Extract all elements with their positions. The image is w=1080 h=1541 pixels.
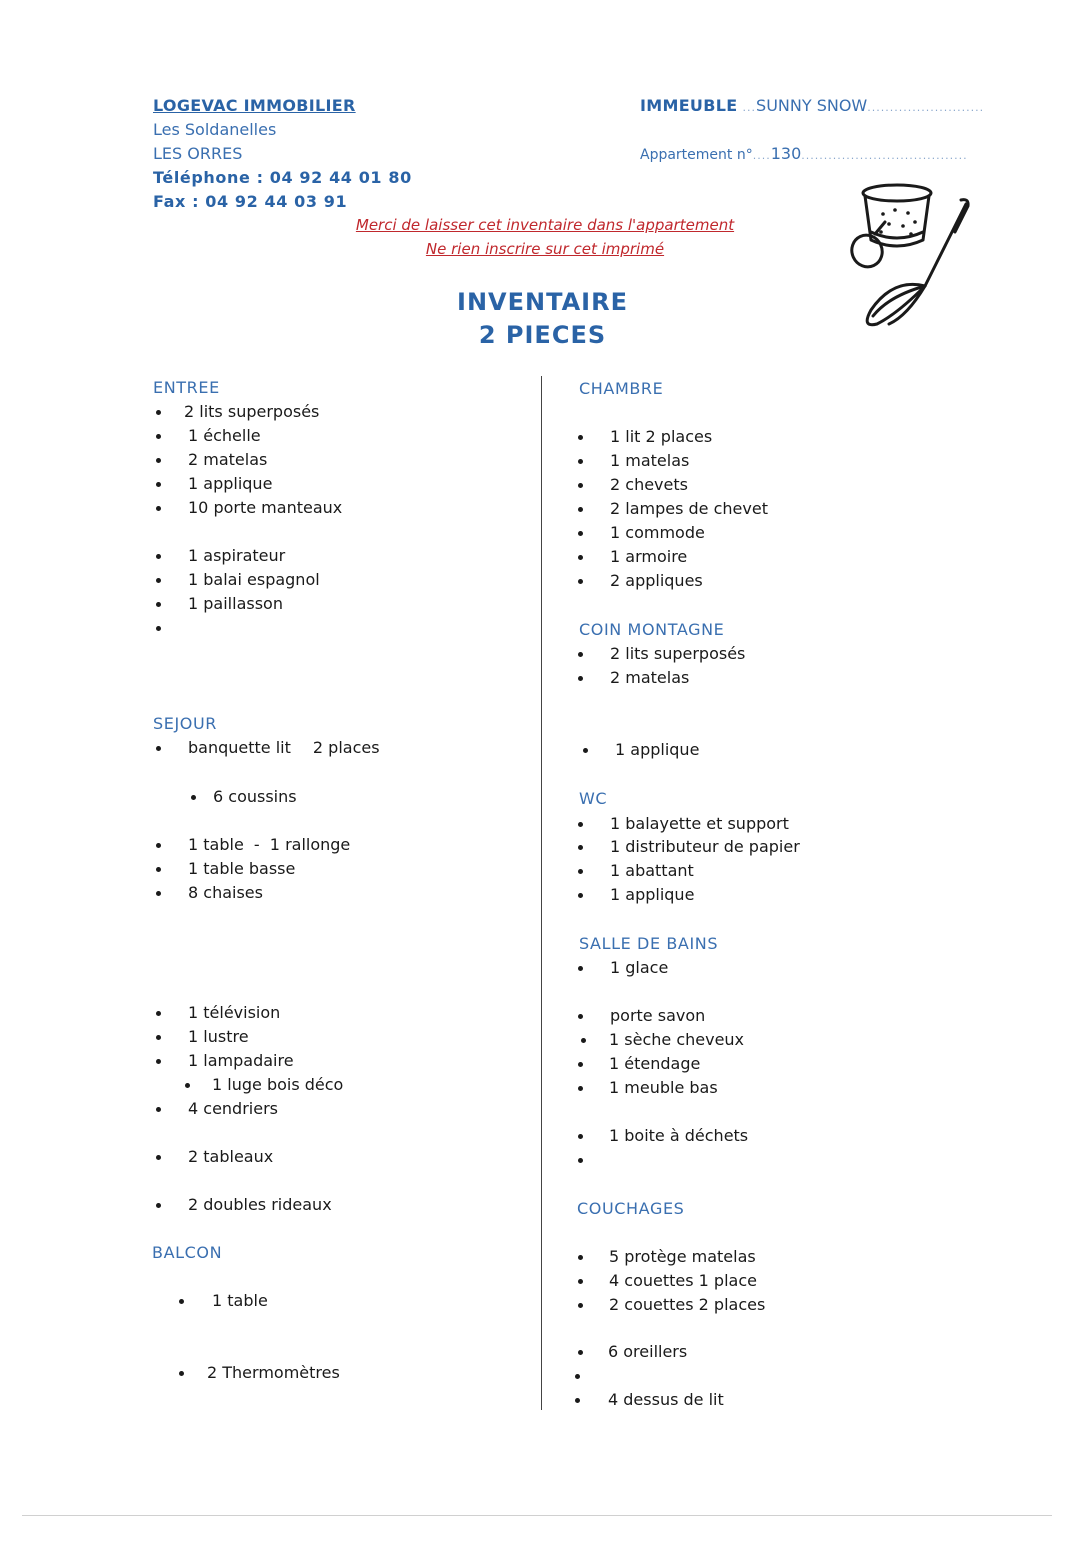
list-item: 2 appliques (575, 569, 995, 593)
list-item: 5 protège matelas (575, 1245, 995, 1269)
list-item: 2 lampes de chevet (575, 497, 995, 521)
fax-number: Fax : 04 92 44 03 91 (153, 192, 348, 211)
agency-block (153, 94, 412, 214)
phone-number: Téléphone : 04 92 44 01 80 (153, 168, 412, 187)
list-item: 1 paillasson (153, 592, 513, 616)
list-item: 2 matelas (153, 448, 513, 472)
list-item: 4 couettes 1 place (575, 1269, 995, 1293)
list-item: 2 lits superposés (153, 400, 513, 424)
list-item: 1 boite à déchets (575, 1124, 995, 1148)
page-subtitle: 2 PIECES (478, 321, 607, 349)
section-title-salle-de-bains: SALLE DE BAINS (579, 934, 719, 953)
list-item: 1 sèche cheveux (575, 1028, 995, 1052)
section-title-coin-montagne: COIN MONTAGNE (579, 620, 725, 639)
list-item: 1 glace (575, 956, 995, 980)
list-item: 2 doubles rideaux (153, 1193, 513, 1217)
kitchen-utensils-icon (845, 176, 975, 336)
section-title-wc: WC (579, 789, 608, 808)
list-item: 1 meuble bas (575, 1076, 995, 1100)
list-item: banquette lit 2 places (153, 736, 513, 760)
list-item: 1 commode (575, 521, 995, 545)
section-title-entree: ENTREE (153, 378, 220, 397)
apartment-value: 130 (770, 144, 802, 163)
list-item: 4 cendriers (153, 1097, 513, 1121)
list-item: 1 applique (153, 472, 513, 496)
column-divider (541, 376, 542, 1410)
residence-name: Les Soldanelles (153, 120, 277, 139)
apartment-line (640, 142, 984, 166)
footer-rule (22, 1515, 1052, 1516)
section-title-balcon: BALCON (152, 1243, 223, 1262)
list-item: 1 matelas (575, 449, 995, 473)
list-item: 1 armoire (575, 545, 995, 569)
list-item: 2 tableaux (153, 1145, 513, 1169)
list-item: 2 Thermomètres (153, 1361, 513, 1385)
town-name: LES ORRES (153, 144, 243, 163)
list-item: 1 applique (575, 738, 995, 762)
list-item: 10 porte manteaux (153, 496, 513, 520)
dotted-fill: .... (752, 149, 771, 162)
list-item: 2 couettes 2 places (575, 1293, 995, 1317)
list-item-empty (575, 1364, 995, 1388)
section-title-sejour: SEJOUR (153, 714, 218, 733)
list-item: 1 aspirateur (153, 544, 513, 568)
company-name: LOGEVAC IMMOBILIER (153, 96, 356, 115)
dotted-fill: ..................................... (801, 149, 968, 162)
list-item (153, 616, 513, 640)
list-item: 1 applique (575, 883, 995, 907)
notice-do-not-write: Ne rien inscrire sur cet imprimé (425, 240, 665, 258)
dotted-fill: ... (742, 101, 757, 114)
list-item: 1 table (153, 1289, 513, 1313)
section-title-couchages: COUCHAGES (577, 1199, 685, 1218)
list-item: 1 télévision (153, 1001, 513, 1025)
list-item: 6 coussins (153, 785, 513, 809)
list-item: 1 table - 1 rallonge (153, 833, 513, 857)
list-item: 1 lit 2 places (575, 425, 995, 449)
list-item: porte savon (575, 1004, 995, 1028)
building-value: SUNNY SNOW (756, 96, 868, 115)
list-item: 8 chaises (153, 881, 513, 905)
list-item-empty (575, 1148, 995, 1172)
building-label: IMMEUBLE (640, 96, 738, 115)
list-item: 4 dessus de lit (575, 1388, 995, 1412)
list-item: 2 chevets (575, 473, 995, 497)
section-title-chambre: CHAMBRE (579, 379, 664, 398)
list-item: 1 table basse (153, 857, 513, 881)
list-item: 1 lustre (153, 1025, 513, 1049)
list-item: 1 lampadaire (153, 1049, 513, 1073)
list-item: 1 balai espagnol (153, 568, 513, 592)
list-item: 1 abattant (575, 859, 995, 883)
dotted-fill: .......................... (867, 101, 985, 114)
list-item: 1 échelle (153, 424, 513, 448)
list-item: 1 balayette et support (575, 812, 995, 836)
building-line (640, 94, 984, 118)
property-block (640, 94, 984, 166)
list-item: 6 oreillers (575, 1340, 995, 1364)
apartment-label: Appartement n° (640, 147, 753, 163)
list-item: 2 matelas (575, 666, 995, 690)
list-item: 1 luge bois déco (153, 1073, 513, 1097)
page-title: INVENTAIRE (457, 288, 628, 316)
list-item: 2 lits superposés (575, 642, 995, 666)
notice-leave-inventory: Merci de laisser cet inventaire dans l'appartement (355, 216, 735, 234)
list-item: 1 étendage (575, 1052, 995, 1076)
list-item: 1 distributeur de papier (575, 835, 995, 859)
